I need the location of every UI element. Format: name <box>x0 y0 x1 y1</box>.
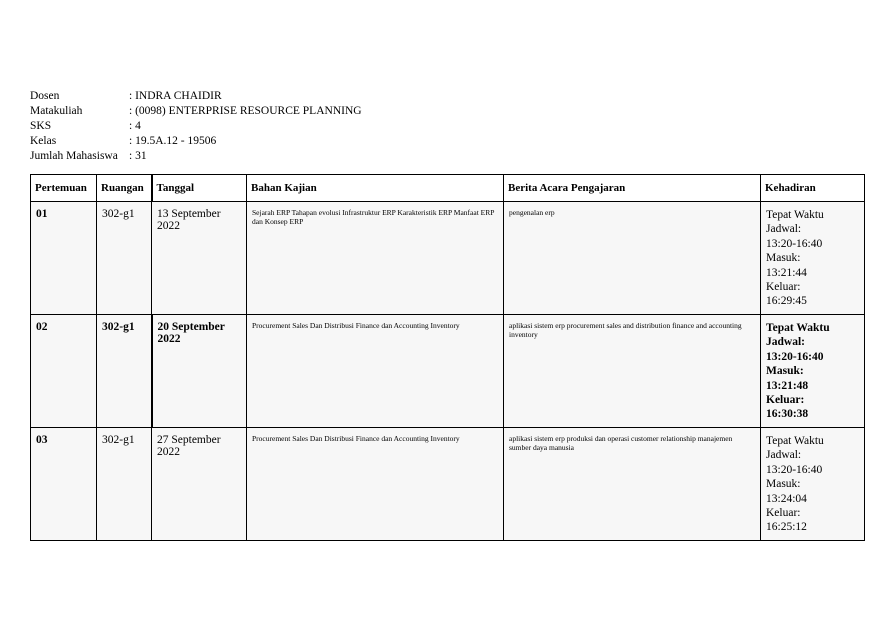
kehadiran-line: 16:30:38 <box>766 408 809 421</box>
cell-ruangan: 302-g1 <box>97 315 152 428</box>
kehadiran-status: Tepat Waktu <box>766 322 830 334</box>
kehadiran-line: 13:24:04 <box>766 492 807 505</box>
col-header-kehadiran: Kehadiran <box>761 175 865 202</box>
kehadiran-line: Jadwal: <box>766 336 805 349</box>
col-header-pertemuan: Pertemuan <box>31 175 97 202</box>
kehadiran-line: 13:20-16:40 <box>766 463 823 476</box>
cell-tanggal: 27 September 2022 <box>152 428 247 541</box>
table-row <box>31 315 865 428</box>
info-row-kelas <box>30 134 362 149</box>
cell-pertemuan: 01 <box>31 202 97 315</box>
cell-bahan-kajian: Procurement Sales Dan Distribusi Finance dan Accounting Inventory <box>247 315 504 428</box>
kehadiran-line: 13:20-16:40 <box>766 237 823 250</box>
table-row <box>31 202 865 315</box>
col-header-ruangan: Ruangan <box>97 175 152 202</box>
kehadiran-line: Masuk: <box>766 478 801 491</box>
kehadiran-status: Tepat Waktu <box>766 435 824 447</box>
info-row-matakuliah <box>30 104 362 119</box>
attendance-table <box>30 174 865 541</box>
kehadiran-line: 16:29:45 <box>766 295 807 308</box>
cell-tanggal: 20 September 2022 <box>152 315 247 428</box>
kehadiran-status: Tepat Waktu <box>766 209 824 221</box>
kehadiran-line: 13:21:44 <box>766 266 807 279</box>
cell-pertemuan: 03 <box>31 428 97 541</box>
kehadiran-line: Keluar: <box>766 507 801 520</box>
info-label: Matakuliah <box>30 105 83 117</box>
info-label: Jumlah Mahasiswa <box>30 150 118 162</box>
col-header-bahan-kajian: Bahan Kajian <box>247 175 504 202</box>
cell-bahan-kajian: Procurement Sales Dan Distribusi Finance dan Accounting Inventory <box>247 428 504 541</box>
cell-kehadiran <box>761 315 865 428</box>
col-header-tanggal: Tanggal <box>152 175 247 202</box>
kehadiran-line: 13:21:48 <box>766 379 809 392</box>
table-header-row <box>31 175 865 202</box>
info-label: Dosen <box>30 90 60 102</box>
kehadiran-line: 13:20-16:40 <box>766 350 824 363</box>
course-info <box>30 89 362 164</box>
info-value: : 19.5A.12 - 19506 <box>129 135 217 147</box>
cell-ruangan: 302-g1 <box>97 428 152 541</box>
cell-kehadiran <box>761 202 865 315</box>
col-header-berita-acara: Berita Acara Pengajaran <box>504 175 761 202</box>
info-value: : 4 <box>129 120 141 132</box>
info-value: : 31 <box>129 150 147 162</box>
kehadiran-line: Masuk: <box>766 252 801 265</box>
kehadiran-line: Masuk: <box>766 365 804 378</box>
kehadiran-line: Keluar: <box>766 281 801 294</box>
info-label: Kelas <box>30 135 57 147</box>
info-row-dosen <box>30 89 362 104</box>
kehadiran-line: Keluar: <box>766 394 805 407</box>
kehadiran-line: 16:25:12 <box>766 521 807 534</box>
info-label: SKS <box>30 120 52 132</box>
kehadiran-line: Jadwal: <box>766 449 802 462</box>
cell-pertemuan: 02 <box>31 315 97 428</box>
cell-berita-acara: aplikasi sistem erp produksi dan operasi customer relationship manajemen sumber daya manusia <box>504 428 761 541</box>
info-row-jumlah-mahasiswa <box>30 149 362 164</box>
info-row-sks <box>30 119 362 134</box>
kehadiran-line: Jadwal: <box>766 223 802 236</box>
cell-ruangan: 302-g1 <box>97 202 152 315</box>
cell-kehadiran <box>761 428 865 541</box>
table-row <box>31 428 865 541</box>
cell-berita-acara: aplikasi sistem erp procurement sales and distribution finance and accounting inventory <box>504 315 761 428</box>
cell-bahan-kajian: Sejarah ERP Tahapan evolusi Infrastruktur ERP Karakteristik ERP Manfaat ERP dan Konsep ERP <box>247 202 504 315</box>
info-value: : INDRA CHAIDIR <box>129 90 222 102</box>
cell-tanggal: 13 September 2022 <box>152 202 247 315</box>
cell-berita-acara: pengenalan erp <box>504 202 761 315</box>
info-value: : (0098) ENTERPRISE RESOURCE PLANNING <box>129 105 362 117</box>
